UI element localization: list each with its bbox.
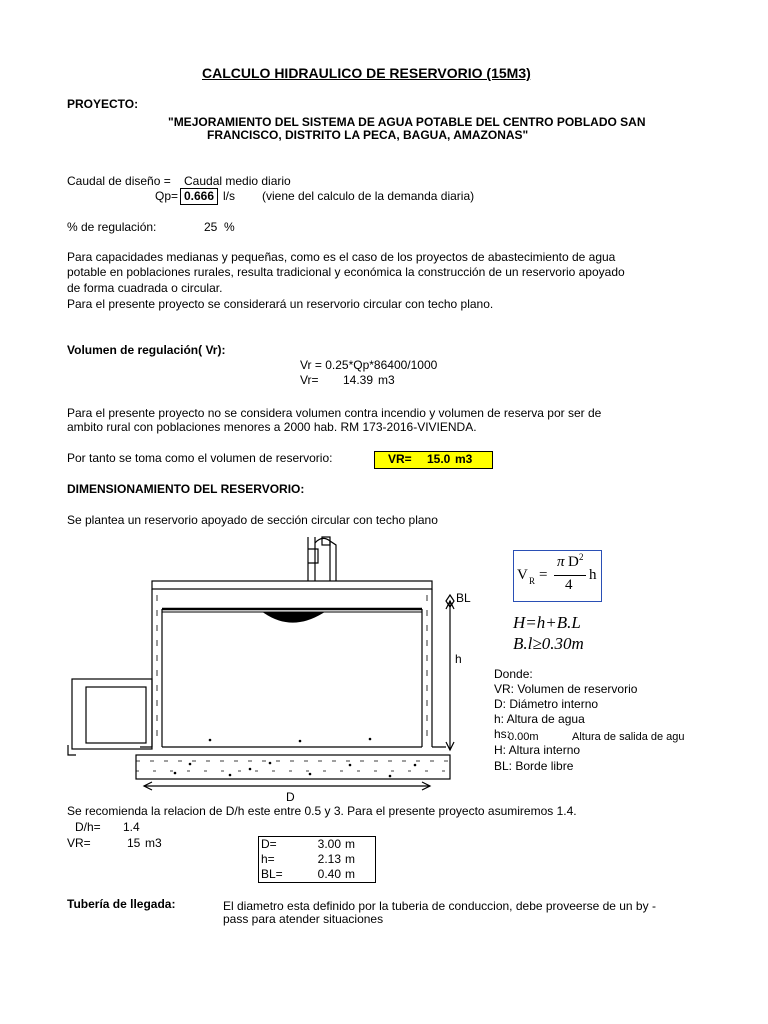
project-name-line2: FRANCISCO, DISTRITO LA PECA, BAGUA, AMAZONAS" xyxy=(207,128,529,142)
legend-heading: Donde: xyxy=(494,667,533,681)
reservoir-volume-label: Por tanto se toma como el volumen de reservorio: xyxy=(67,451,333,465)
diagram-label-bl: BL xyxy=(456,591,471,605)
legend-item-bl: BL: Borde libre xyxy=(494,759,574,773)
paragraph1-line2: potable en poblaciones rurales, resulta tradicional y económica la construcción de un reservorio apoyado xyxy=(67,265,625,279)
project-label: PROYECTO: xyxy=(67,97,139,111)
legend-hs-label: hs: xyxy=(494,727,511,741)
formula-v: V xyxy=(517,567,528,583)
inlet-line1: El diametro esta definido por la tuberia de conduccion, debe proveerse de un by - xyxy=(223,899,656,913)
reservoir-volume-box xyxy=(374,451,493,469)
inlet-line2: pass para atender situaciones xyxy=(223,912,384,926)
regulation-label: % de regulación: xyxy=(67,220,157,234)
dimension-unit: m xyxy=(345,867,355,881)
ratio-vr-label: VR= xyxy=(67,836,91,850)
sizing-heading: DIMENSIONAMIENTO DEL RESERVORIO: xyxy=(67,482,305,496)
vr-formula: Vr = 0.25*Qp*86400/1000 xyxy=(300,358,438,372)
legend-item-d: D: Diámetro interno xyxy=(494,697,599,711)
paragraph2-line1: Para el presente proyecto no se considera volumen contra incendio y volumen de reserva por ser de xyxy=(67,406,602,420)
dimension-value: 2.13 xyxy=(317,852,341,866)
dimensions-table xyxy=(258,836,376,883)
dh-label: D/h= xyxy=(75,820,101,834)
legend-hs-desc: Altura de salida de agu xyxy=(572,731,685,743)
diagram-label-d: D xyxy=(286,790,295,804)
paragraph2-line2: ambito rural con poblaciones menores a 2000 hab. RM 173-2016-VIVIENDA. xyxy=(67,420,477,434)
formula-height: H=h+B.L xyxy=(513,613,581,632)
formula-d: D xyxy=(568,554,579,570)
qp-note: (viene del calculo de la demanda diaria) xyxy=(262,189,475,203)
dimension-row-bl xyxy=(259,867,376,883)
design-flow-value: Caudal medio diario xyxy=(184,174,291,188)
sizing-intro: Se plantea un reservorio apoyado de sección circular con techo plano xyxy=(67,513,438,527)
paragraph1-line3: de forma cuadrada o circular. xyxy=(67,281,223,295)
reservoir-vr-label: VR= xyxy=(388,452,412,466)
legend-item-h-internal: H: Altura interno xyxy=(494,743,581,757)
formula-v-sub: R xyxy=(529,576,536,586)
ratio-vr-unit: m3 xyxy=(145,836,162,850)
qp-unit: l/s xyxy=(223,189,235,203)
volume-formula-box xyxy=(513,550,602,602)
formula-pi: π xyxy=(557,554,565,570)
formula-h: h xyxy=(589,567,597,583)
formula-exp: 2 xyxy=(579,552,584,562)
regulation-volume-heading: Volumen de regulación( Vr): xyxy=(67,343,226,357)
paragraph1-line4: Para el presente proyecto se considerará un reservorio circular con techo plano. xyxy=(67,297,494,311)
qp-value: 0.666 xyxy=(180,188,218,205)
dh-value: 1.4 xyxy=(123,820,140,834)
design-flow-label: Caudal de diseño = xyxy=(67,174,171,188)
dimension-unit: m xyxy=(345,837,355,851)
reservoir-vr-unit: m3 xyxy=(455,452,473,466)
vr-value: 14.39 xyxy=(343,373,374,387)
legend-item-vr: VR: Volumen de reservorio xyxy=(494,682,638,696)
dimension-unit: m xyxy=(345,852,355,866)
formula-freeboard: B.l≥0.30m xyxy=(513,634,584,653)
diagram-label-h: h xyxy=(455,652,462,666)
inlet-heading: Tubería de llegada: xyxy=(67,897,176,911)
formula-fraction-bar xyxy=(554,575,586,576)
qp-label: Qp= xyxy=(155,189,179,203)
reservoir-vr-value: 15.0 xyxy=(427,452,451,466)
paragraph1-line1: Para capacidades medianas y pequeñas, como es el caso de los proyectos de abastecimiento de agua xyxy=(67,250,616,264)
formula-den: 4 xyxy=(565,577,573,593)
ratio-vr-value: 15 xyxy=(127,836,141,850)
regulation-value: 25 xyxy=(204,220,218,234)
dimension-value: 0.40 xyxy=(317,867,341,881)
reservoir-diagram xyxy=(60,535,500,810)
regulation-unit: % xyxy=(224,220,235,234)
legend-item-h: h: Altura de agua xyxy=(494,712,585,726)
dimension-label: D= xyxy=(261,837,277,851)
vr-unit: m3 xyxy=(378,373,395,387)
vr-label: Vr= xyxy=(300,373,319,387)
dimension-row-d xyxy=(259,837,376,853)
formula-equals: = xyxy=(539,567,548,583)
page-title: CALCULO HIDRAULICO DE RESERVORIO (15M3) xyxy=(202,65,531,81)
project-name-line1: "MEJORAMIENTO DEL SISTEMA DE AGUA POTABLE DEL CENTRO POBLADO SAN xyxy=(168,115,646,129)
dimension-label: h= xyxy=(261,852,275,866)
ratio-recommendation: Se recomienda la relacion de D/h este entre 0.5 y 3. Para el presente proyecto asumiremos 1.4. xyxy=(67,804,577,818)
dimension-label: BL= xyxy=(261,867,283,881)
dimension-value: 3.00 xyxy=(317,837,341,851)
dimension-row-h xyxy=(259,852,376,867)
legend-hs-value: 0.00m xyxy=(508,731,539,743)
